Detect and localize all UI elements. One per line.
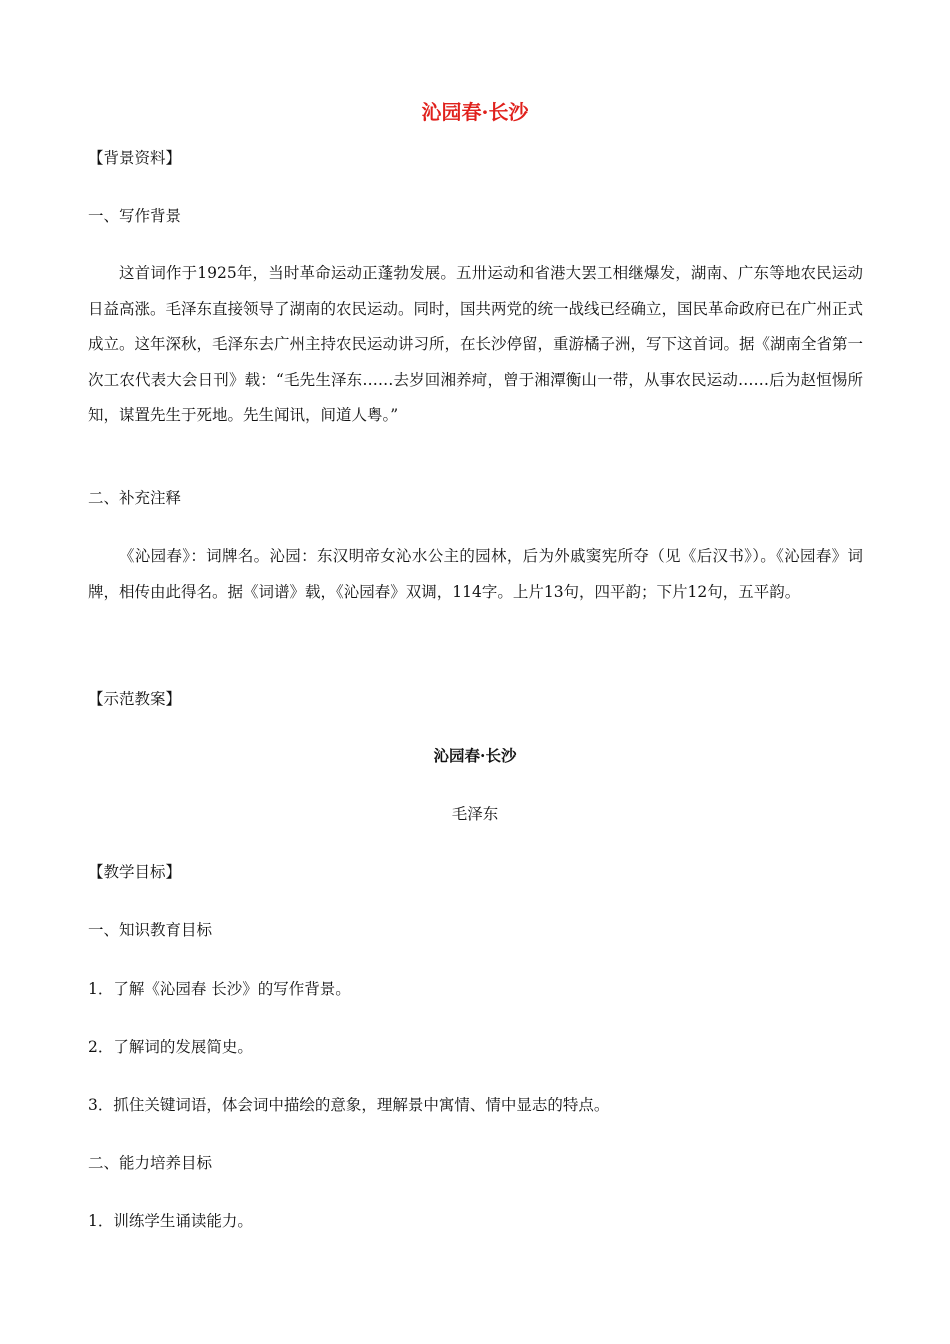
knowledge-item: 1．了解《沁园春 长沙》的写作背景。	[88, 980, 351, 998]
section2-heading: 二、补充注释	[88, 489, 182, 507]
document-title: 沁园春·长沙	[421, 100, 529, 124]
knowledge-item: 3．抓住关键词语，体会词中描绘的意象，理解景中寓情、情中显志的特点。	[88, 1096, 610, 1114]
section2-paragraph	[88, 539, 863, 610]
background-heading: 【背景资料】	[88, 149, 182, 167]
section1-heading: 一、写作背景	[88, 207, 182, 225]
lesson-heading: 【示范教案】	[88, 690, 182, 708]
ability-item: 1．训练学生诵读能力。	[88, 1212, 253, 1230]
poem-author: 毛泽东	[451, 805, 499, 823]
poem-title: 沁园春·长沙	[433, 746, 517, 765]
knowledge-item: 2．了解词的发展简史。	[88, 1038, 253, 1056]
section1-paragraph	[88, 256, 863, 434]
section1-text: 这首词作于1925年，当时革命运动正蓬勃发展。五卅运动和省港大罢工相继爆发，湖南、广东等地农民运动日益高涨。毛泽东直接领导了湖南的农民运动。同时，国共两党的统一战线已经确立，国民革命政府已在广州正式成立。这年深秋，毛泽东去广州主持农民运动讲习所，在长沙停留，重游橘子洲，写下这首词。据《湖南全省第一次工农代表大会日刊》载：“毛先生泽东……去岁回湘养疴，曾于湘潭衡山一带，从事农民运动……后为赵恒惕所知，谋置先生于死地。先生闻讯，间道人粤。”	[88, 264, 864, 424]
goals-heading: 【教学目标】	[88, 863, 182, 881]
ability-heading: 二、能力培养目标	[88, 1154, 213, 1172]
section2-text: 《沁园春》：词牌名。沁园：东汉明帝女沁水公主的园林，后为外戚窦宪所夺（见《后汉书》）。《沁园春》词牌，相传由此得名。据《词谱》载，《沁园春》双调，114字。上片13句，四平韵；下片12句，五平韵。	[88, 547, 863, 601]
knowledge-heading: 一、知识教育目标	[88, 921, 213, 939]
